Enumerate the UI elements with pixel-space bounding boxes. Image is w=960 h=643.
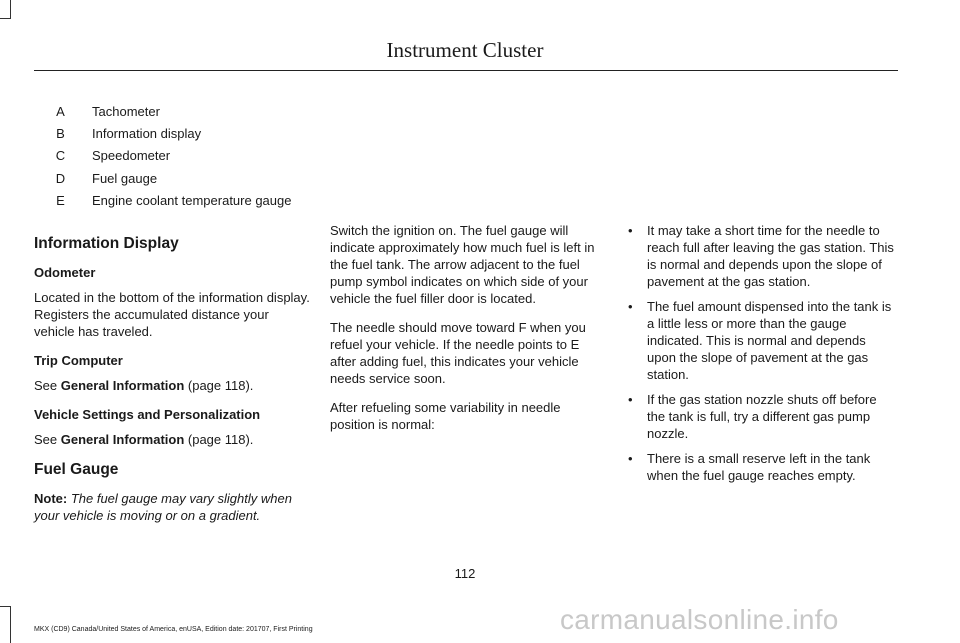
legend-letter: A — [56, 104, 65, 119]
page-reference: (page 118). — [184, 432, 254, 447]
column-left — [34, 234, 310, 536]
list-item — [626, 450, 896, 484]
note-text: The fuel gauge may vary slightly when your vehicle is moving or on a gradient. — [34, 491, 292, 523]
see-text: See — [34, 378, 61, 393]
crop-mark-bottom-left-h — [0, 606, 11, 607]
subheading-odometer: Odometer — [34, 265, 96, 280]
bullet-icon: • — [628, 299, 633, 314]
legend-text: Fuel gauge — [92, 170, 158, 186]
crop-mark-top-left-v — [10, 0, 11, 18]
list-item-text: It may take a short time for the needle to reach full after leaving the gas station. This is normal and depends upon the slope of pavement at the gas station. — [647, 223, 894, 289]
list-item — [626, 391, 896, 442]
page-title: Instrument Cluster — [386, 38, 544, 62]
paragraph-trip-computer — [34, 377, 310, 394]
header-rule — [34, 70, 898, 71]
paragraph-vehicle-settings — [34, 431, 310, 448]
note-paragraph — [34, 490, 310, 524]
cross-reference-link[interactable]: General Information — [60, 432, 185, 447]
legend-letter: B — [56, 126, 65, 142]
legend-text: Engine coolant temperature gauge — [92, 192, 292, 208]
bullet-icon: • — [628, 392, 633, 407]
paragraph-needle-refuel: The needle should move toward F when you refuel your vehicle. If the needle points to E after adding fuel, this indicates your vehicle needs service soon. — [330, 320, 586, 386]
column-middle — [330, 222, 602, 445]
legend-letter: D — [55, 170, 66, 186]
legend-text: Tachometer — [92, 104, 160, 119]
see-text: See — [34, 432, 61, 447]
subheading-vehicle-settings: Vehicle Settings and Personalization — [34, 407, 261, 422]
legend-letter: E — [56, 192, 65, 208]
list-item — [626, 298, 896, 383]
paragraph-fuel-gauge-intro: Switch the ignition on. The fuel gauge will indicate approximately how much fuel is left in the fuel tank. The arrow adjacent to the fuel pump symbol indicates on which side of your vehicle the fuel filler door is located. — [330, 223, 595, 306]
column-right — [626, 222, 896, 492]
legend-text: Speedometer — [92, 148, 171, 164]
list-item-text: The fuel amount dispensed into the tank is a little less or more than the gauge indicated. This is normal and depends upon the slope of pavement at the gas station. — [647, 299, 892, 382]
paragraph-variability: After refueling some variability in needle position is normal: — [330, 400, 561, 432]
crop-mark-bottom-left-v — [10, 606, 11, 643]
crop-mark-top-left-h — [0, 18, 11, 19]
page-reference: (page 118). — [184, 378, 254, 393]
legend-letter: C — [55, 148, 66, 164]
watermark: carmanualsonline.info — [560, 604, 839, 635]
note-label: Note: — [34, 491, 68, 506]
list-item-text: If the gas station nozzle shuts off before the tank is full, try a different gas pump nozzle. — [647, 392, 877, 441]
bullet-icon: • — [628, 223, 633, 238]
list-item — [626, 222, 896, 290]
section-heading-fuel-gauge: Fuel Gauge — [34, 461, 119, 478]
page-number: 112 — [454, 566, 476, 581]
legend-text: Information display — [92, 126, 202, 142]
bullet-icon: • — [628, 451, 633, 466]
section-heading-information-display: Information Display — [34, 235, 179, 252]
cross-reference-link[interactable]: General Information — [60, 378, 185, 393]
edition-footer: MKX (CD9) Canada/United States of America, enUSA, Edition date: 201707, First Printing — [34, 626, 313, 633]
bullet-list — [626, 222, 896, 484]
paragraph-odometer: Located in the bottom of the information display. Registers the accumulated distance your vehicle has traveled. — [34, 290, 310, 339]
list-item-text: There is a small reserve left in the tank when the fuel gauge reaches empty. — [647, 451, 871, 483]
subheading-trip-computer: Trip Computer — [34, 353, 123, 368]
